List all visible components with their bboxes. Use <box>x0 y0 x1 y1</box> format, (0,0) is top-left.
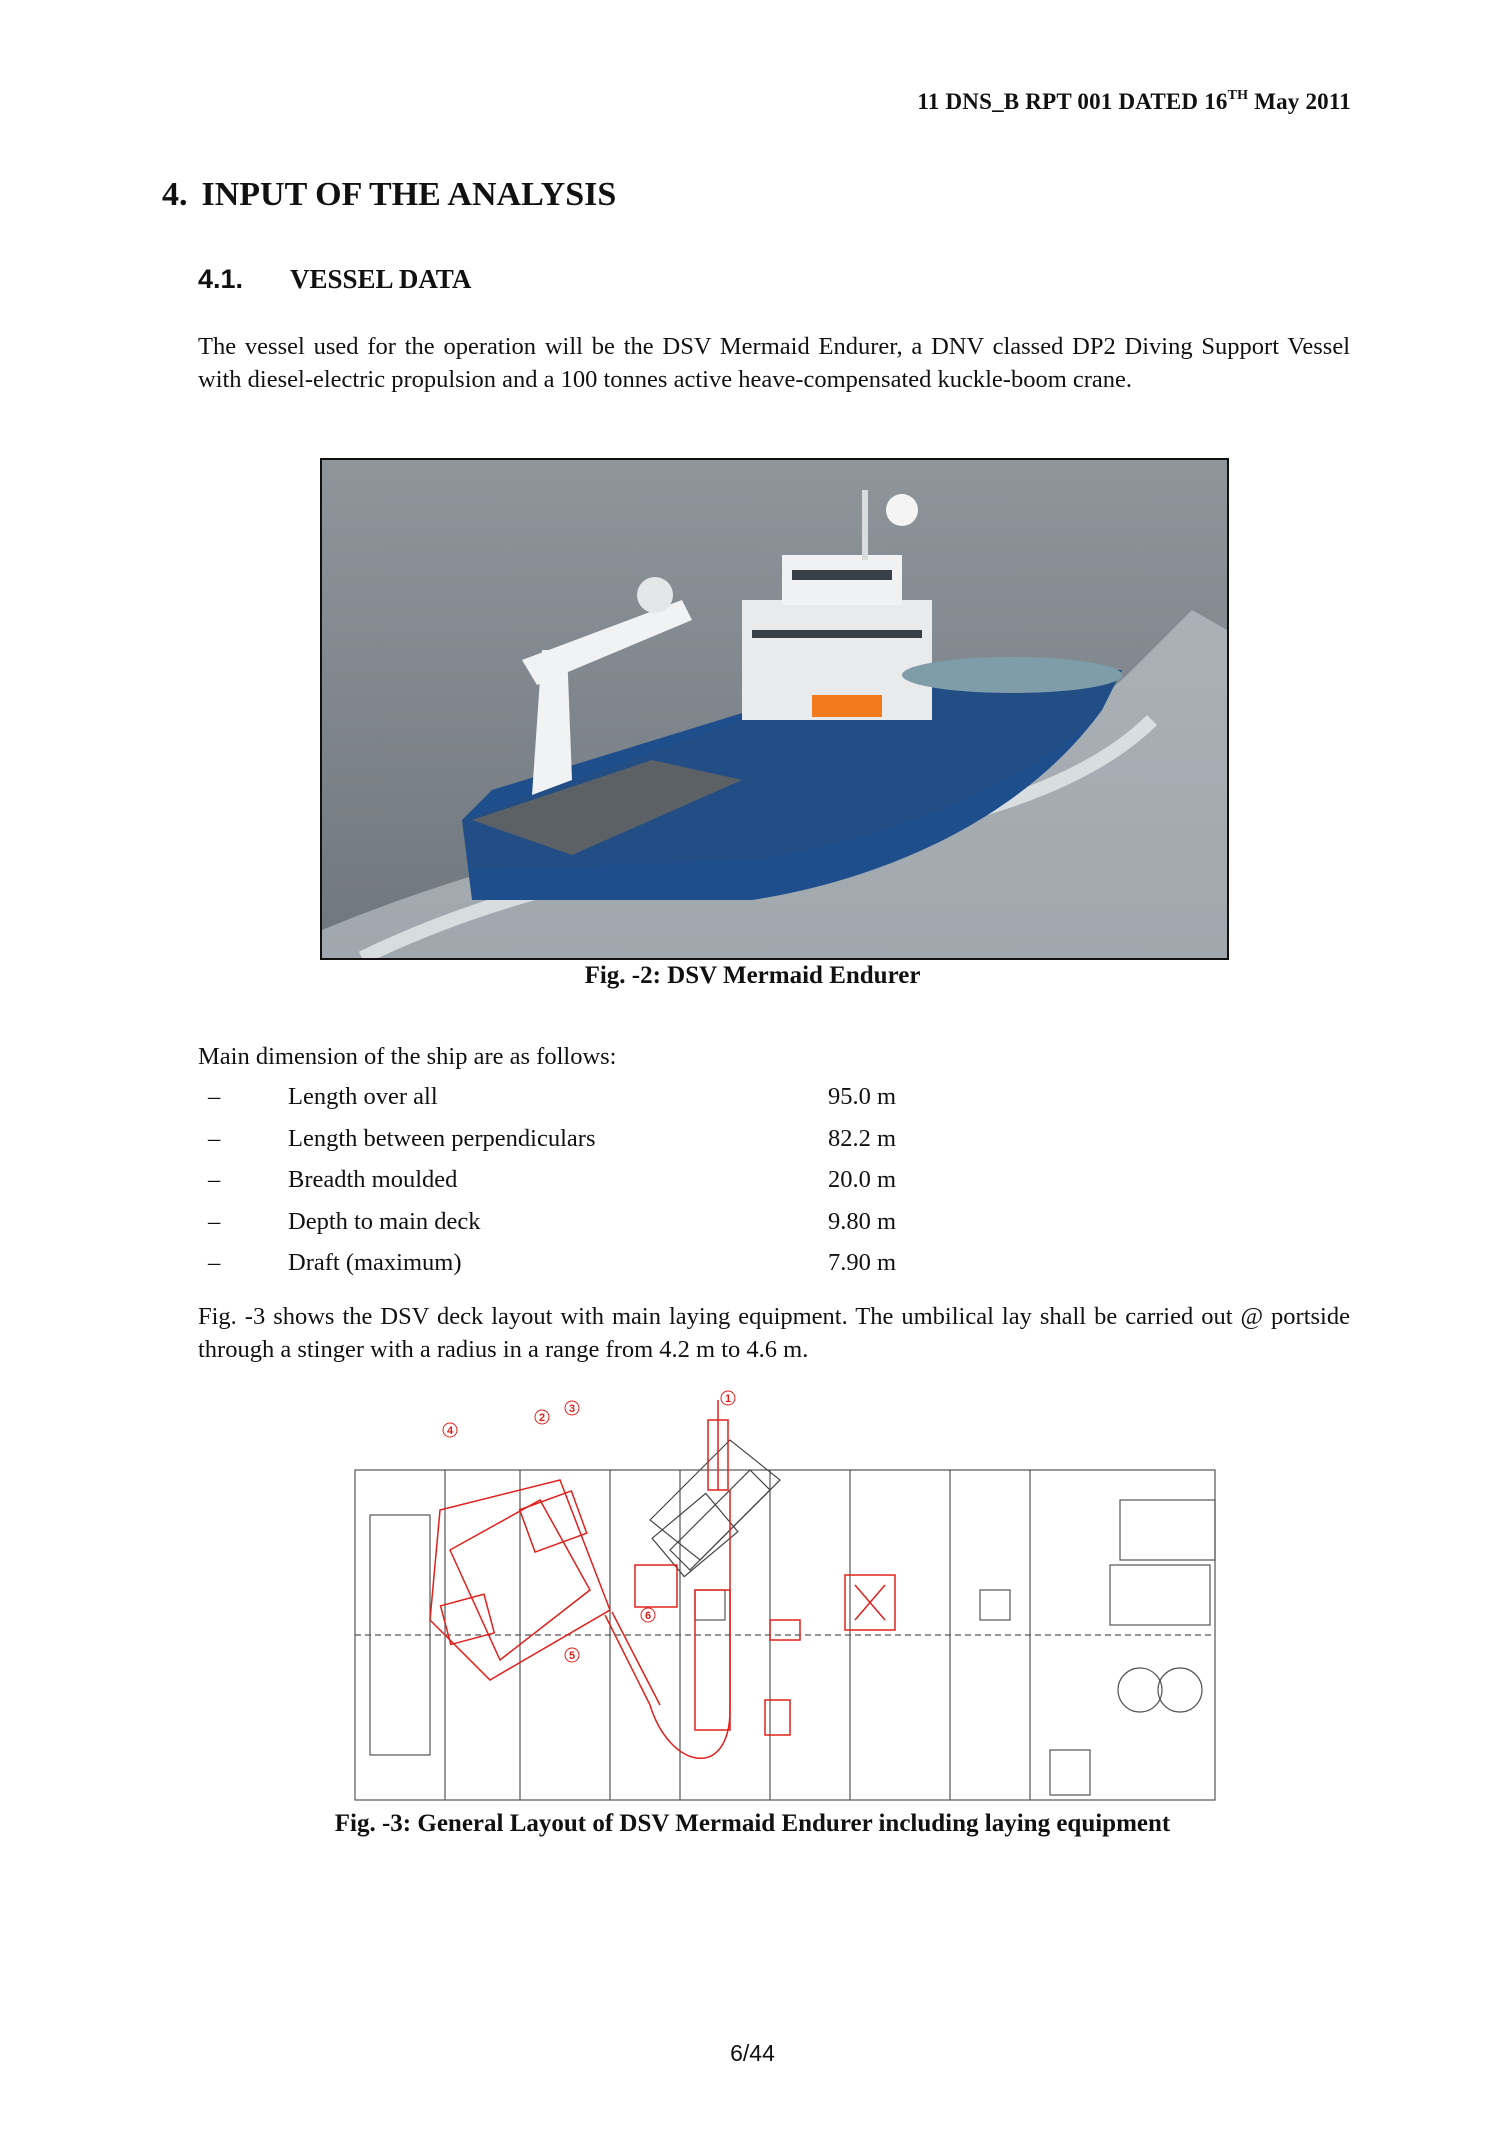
section-number: 4. <box>162 176 188 213</box>
dimension-value: 82.2 m <box>828 1124 897 1152</box>
bullet-dash: – <box>208 1124 221 1152</box>
dimensions-list <box>198 1083 998 1291</box>
bullet-dash: – <box>208 1207 221 1235</box>
dimension-label: Depth to main deck <box>288 1207 481 1235</box>
deck-layout-drawing <box>350 1390 1220 1805</box>
list-item <box>198 1166 998 1208</box>
page-header <box>917 88 1351 115</box>
dimension-label: Length over all <box>288 1083 438 1110</box>
figure-2-caption: Fig. -2: DSV Mermaid Endurer <box>584 962 921 989</box>
list-item <box>198 1249 998 1291</box>
dimension-value: 95.0 m <box>828 1083 897 1110</box>
dimension-label: Draft (maximum) <box>288 1249 462 1276</box>
dimension-label: Length between perpendiculars <box>288 1124 596 1152</box>
list-item <box>198 1125 998 1167</box>
bullet-dash: – <box>208 1166 221 1193</box>
dimension-value: 7.90 m <box>828 1249 897 1276</box>
date-superscript: TH <box>1227 88 1249 103</box>
marker-5: 5 <box>568 1650 576 1662</box>
dimension-label: Breadth moulded <box>288 1166 458 1193</box>
section-heading <box>162 176 616 214</box>
layout-paragraph: Fig. -3 shows the DSV deck layout with main laying equipment. The umbilical lay shall be carried out @ portside through a stinger with a radius in a range from 4.2 m to 4.6 m. <box>198 1303 1350 1363</box>
marker-1: 1 <box>724 1393 732 1405</box>
subsection-number: 4.1. <box>198 264 244 294</box>
marker-3: 3 <box>568 1403 576 1415</box>
figure-3-caption: Fig. -3: General Layout of DSV Mermaid Endurer including laying equipment <box>334 1810 1171 1837</box>
list-item <box>198 1083 998 1125</box>
subsection-title: VESSEL DATA <box>290 264 472 294</box>
vessel-paragraph: The vessel used for the operation will be the DSV Mermaid Endurer, a DNV classed DP2 Diving Support Vessel with diesel-electric propulsion and a 100 tonnes active heave-compensated kuckle-boom crane. <box>198 333 1350 393</box>
bullet-dash: – <box>208 1083 221 1110</box>
marker-6: 6 <box>644 1610 652 1622</box>
dimensions-intro: Main dimension of the ship are as follows: <box>198 1043 617 1070</box>
doc-date: May 2011 <box>1248 89 1351 114</box>
dimension-value: 20.0 m <box>828 1166 897 1193</box>
vessel-photo <box>320 458 1229 960</box>
section-title: INPUT OF THE ANALYSIS <box>201 176 617 213</box>
doc-reference: 11 DNS_B RPT 001 DATED 16 <box>917 89 1228 114</box>
marker-2: 2 <box>538 1412 546 1424</box>
list-item <box>198 1208 998 1250</box>
subsection-heading <box>198 264 471 295</box>
page-number: 6/44 <box>730 2040 775 2066</box>
marker-4: 4 <box>446 1425 454 1437</box>
bullet-dash: – <box>208 1249 221 1276</box>
dimension-value: 9.80 m <box>828 1207 897 1235</box>
